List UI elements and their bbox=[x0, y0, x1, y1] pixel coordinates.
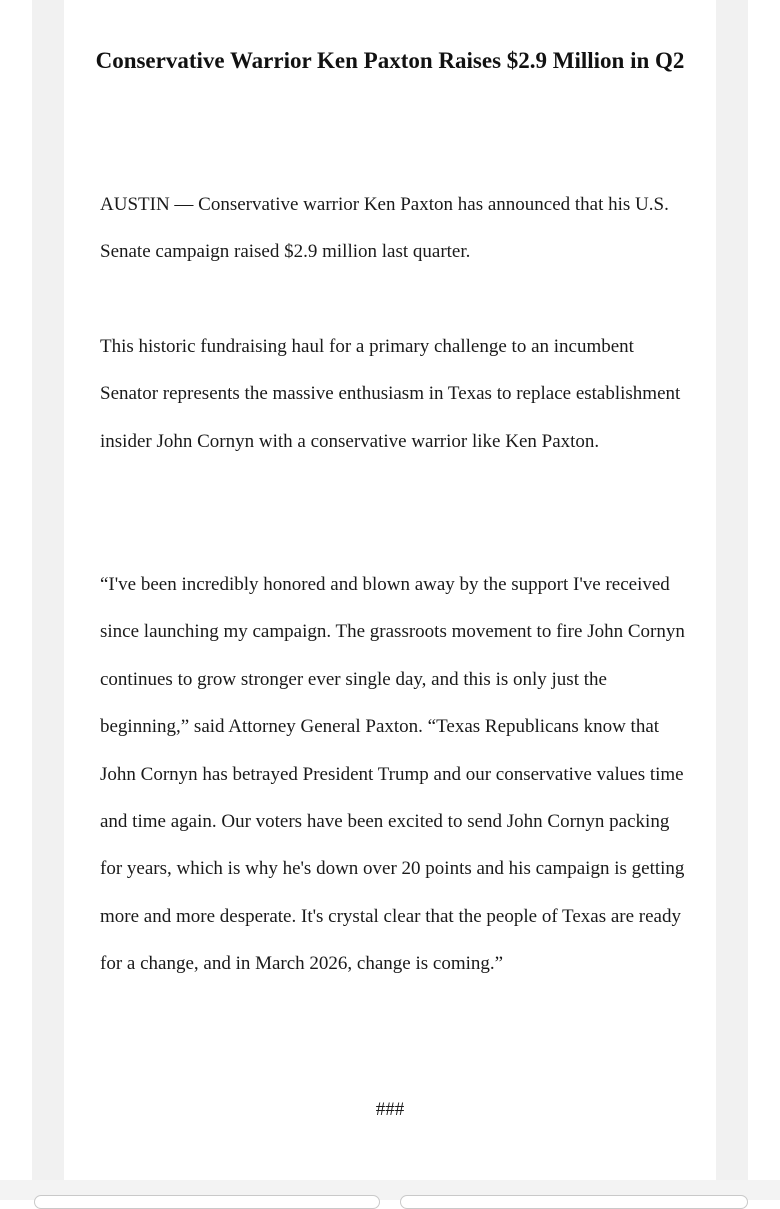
end-mark: ### bbox=[375, 1099, 405, 1120]
press-release-page bbox=[64, 0, 716, 1180]
bottom-left-button[interactable] bbox=[34, 1195, 380, 1209]
paragraph-fundraising: This historic fundraising haul for a primary challenge to an incumbent Senator represents the massive enthusiasm in Texas to replace establishment insider John Cornyn with a conservative warrior like Ken Paxton. bbox=[100, 336, 681, 452]
paragraph-quote: “I've been incredibly honored and blown away by the support I've received since launching my campaign. The grassroots movement to fire John Cornyn continues to grow stronger ever single day, and this is only just the beginning,” said Attorney General Paxton. “Texas Republicans know that John Cornyn has betrayed President Trump and our conservative values time and time again. Our voters have been excited to send John Cornyn packing for years, which is why he's down over 20 points and his campaign is getting more and more desperate. It's crystal clear that the people of Texas are ready for a change, and in March 2026, change is coming.” bbox=[100, 574, 685, 975]
bottom-right-button[interactable] bbox=[400, 1195, 748, 1209]
right-margin bbox=[716, 0, 748, 1180]
paragraph-dateline: AUSTIN — Conservative warrior Ken Paxton has announced that his U.S. Senate campaign raised $2.9 million last quarter. bbox=[100, 194, 669, 263]
press-release-title: Conservative Warrior Ken Paxton Raises $2.9 Million in Q2 bbox=[95, 48, 685, 73]
left-margin bbox=[32, 0, 64, 1180]
